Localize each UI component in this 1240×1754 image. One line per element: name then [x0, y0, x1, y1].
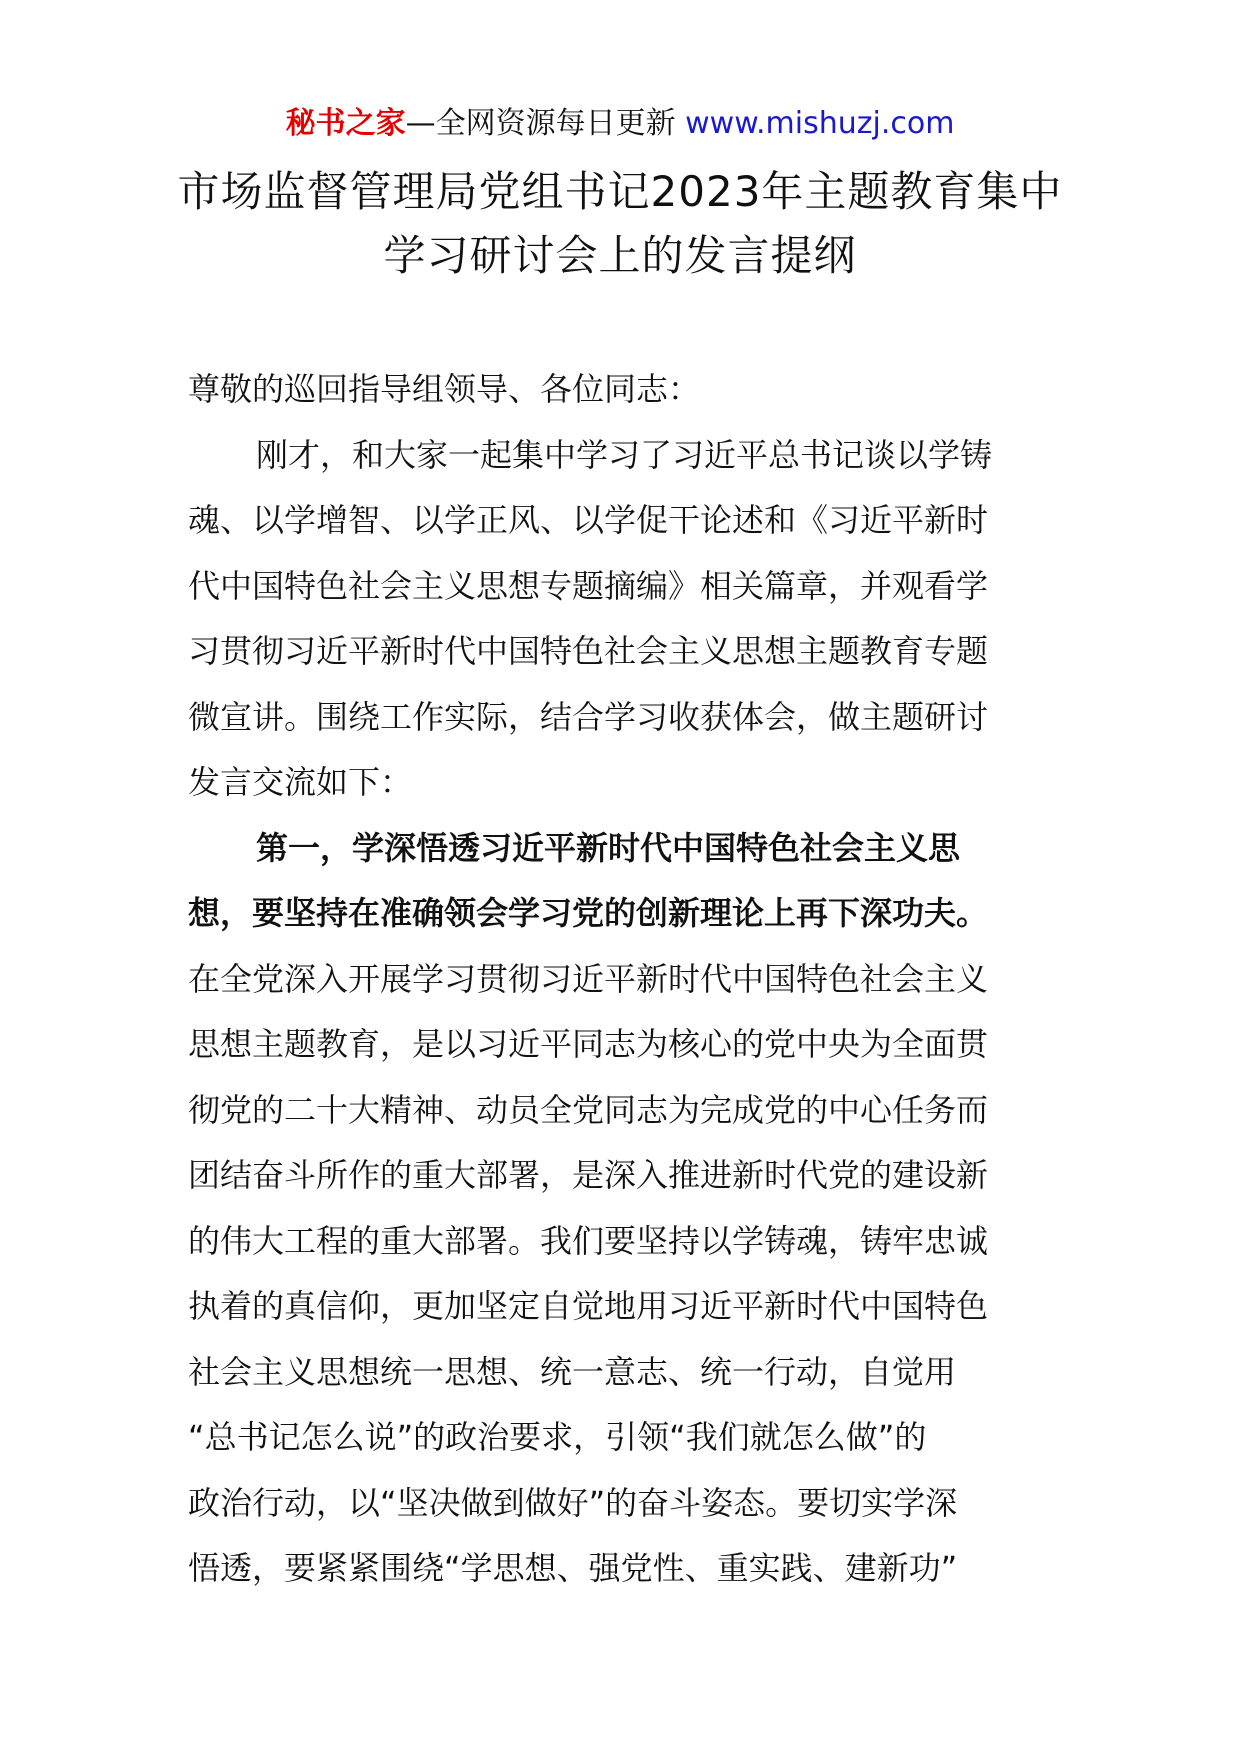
document-title [120, 160, 1120, 288]
paragraph-line: 代中国特色社会主义思想专题摘编》相关篇章，并观看学 [188, 566, 989, 605]
section-heading-line: 想，要坚持在准确领会学习党的创新理论上再下深功夫。 [188, 894, 989, 932]
paragraph-line: 彻党的二十大精神、动员全党同志为完成党的中心任务而 [188, 1090, 989, 1129]
title-line-2: 学习研讨会上的发言提纲 [383, 231, 857, 280]
paragraph-line: 刚才，和大家一起集中学习了习近平总书记谈以学铸 [256, 435, 993, 474]
paragraph-line: 发言交流如下： [188, 763, 413, 801]
site-header [0, 104, 1240, 144]
paragraph-line: 团结奋斗所作的重大部署，是深入推进新时代党的建设新 [188, 1156, 989, 1194]
paragraph-line: 政治行动，以“坚决做到做好”的奋斗姿态。要切实学深 [188, 1483, 958, 1522]
paragraph-line: 执着的真信仰，更加坚定自觉地用习近平新时代中国特色 [188, 1287, 989, 1325]
paragraph-line: 在全党深入开展学习贯彻习近平新时代中国特色社会主义 [188, 959, 989, 998]
site-url-link[interactable]: www.mishuzj.com [685, 106, 955, 141]
paragraph-line: 习贯彻习近平新时代中国特色社会主义思想主题教育专题 [188, 632, 989, 670]
paragraph-line: 的伟大工程的重大部署。我们要坚持以学铸魂，铸牢忠诚 [188, 1221, 989, 1260]
title-line-1: 市场监督管理局党组书记2023年主题教育集中 [177, 167, 1063, 216]
paragraph-line: 思想主题教育，是以习近平同志为核心的党中央为全面贯 [188, 1025, 989, 1063]
paragraph-line: 微宣讲。围绕工作实际，结合学习收获体会，做主题研讨 [188, 697, 989, 736]
greeting: 尊敬的巡回指导组领导、各位同志： [188, 370, 701, 408]
document-body [188, 357, 1058, 1602]
paragraph-line: 悟透，要紧紧围绕“学思想、强党性、重实践、建新功” [188, 1549, 958, 1587]
paragraph-line: 魂、以学增智、以学正风、以学促干论述和《习近平新时 [188, 501, 989, 539]
section-heading-line: 第一，学深悟透习近平新时代中国特色社会主义思 [256, 828, 961, 867]
paragraph-line: “总书记怎么说”的政治要求，引领“我们就怎么做”的 [188, 1418, 927, 1456]
paragraph-line: 社会主义思想统一思想、统一意志、统一行动，自觉用 [188, 1352, 957, 1391]
site-slogan: —全网资源每日更新 [405, 106, 676, 141]
brand-name: 秘书之家 [285, 106, 406, 141]
